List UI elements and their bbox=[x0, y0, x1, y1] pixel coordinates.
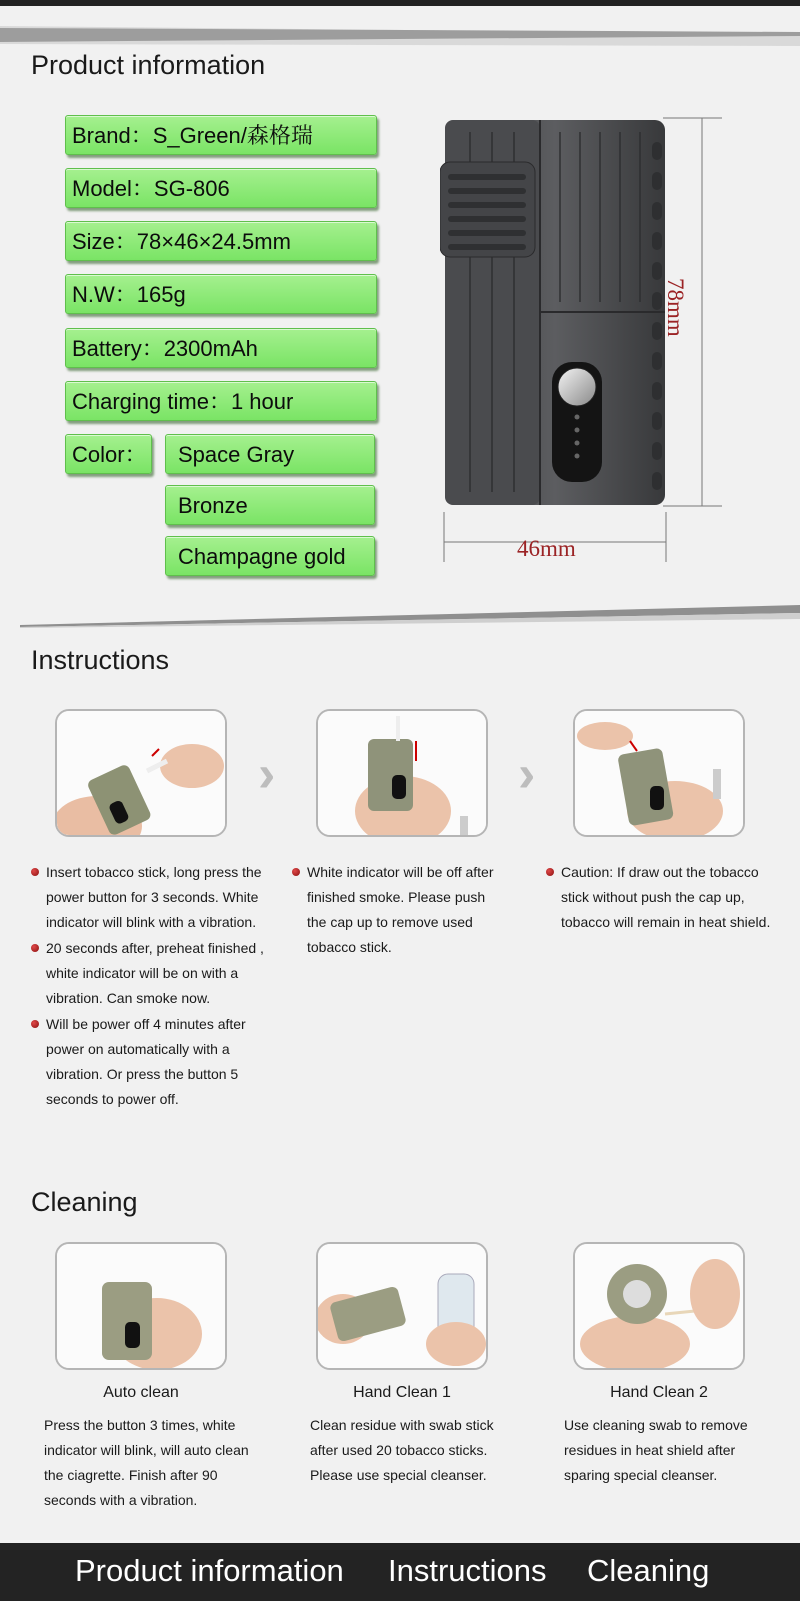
list-item: White indicator will be off after finished smoke. Please push the cap up to remove used tobacco stick. bbox=[292, 860, 507, 960]
top-bar bbox=[0, 0, 800, 6]
auto-clean-caption: Auto clean bbox=[103, 1384, 179, 1401]
nav-product-information[interactable]: Product information bbox=[75, 1553, 344, 1588]
hand-clean-2-description: Use cleaning swab to remove residues in heat shield after sparing special cleanser. bbox=[564, 1417, 748, 1483]
charging-spec: Charging time：1 hour bbox=[65, 381, 377, 421]
color-option-space-gray[interactable]: Space Gray bbox=[165, 434, 375, 474]
size-spec: Size：78×46×24.5mm bbox=[65, 221, 377, 261]
bullet-icon bbox=[31, 1020, 39, 1028]
instruction-photo-3 bbox=[573, 709, 745, 837]
bullet-icon bbox=[546, 868, 554, 876]
auto-clean-description: Press the button 3 times, white indicator will blink, will auto clean the ciagrette. Finish after 90 seconds with a vibration. bbox=[44, 1417, 249, 1508]
list-item: Insert tobacco stick, long press the power button for 3 seconds. White indicator will blink with a vibration. bbox=[31, 860, 271, 935]
list-item: Caution: If draw out the tobacco stick without push the cap up, tobacco will remain in heat shield. bbox=[546, 860, 786, 935]
hand-clean-1-description: Clean residue with swab stick after used 20 tobacco sticks. Please use special cleanser. bbox=[310, 1417, 494, 1483]
hand-clean-1-caption: Hand Clean 1 bbox=[353, 1384, 451, 1401]
height-dimension-label: 78mm bbox=[663, 278, 688, 337]
width-dimension-label: 46mm bbox=[517, 536, 576, 561]
nav-cleaning[interactable]: Cleaning bbox=[587, 1553, 710, 1588]
model-spec: Model：SG-806 bbox=[65, 168, 377, 208]
top-divider bbox=[0, 20, 800, 50]
battery-spec: Battery：2300mAh bbox=[65, 328, 377, 368]
insert-stick-photo bbox=[57, 711, 225, 835]
product-section-title: Product information bbox=[31, 50, 266, 80]
list-item: 20 seconds after, preheat finished , white indicator will be on with a vibration. Can smoke now. bbox=[31, 936, 271, 1011]
instruction-list-step3 bbox=[546, 860, 786, 936]
instructions-section-title: Instructions bbox=[31, 645, 170, 675]
hand-clean-2-photo bbox=[575, 1244, 743, 1368]
weight-spec: N.W：165g bbox=[65, 274, 377, 314]
caution-photo bbox=[575, 711, 743, 835]
list-item: Will be power off 4 minutes after power on automatically with a vibration. Or press the button 5 seconds to power off. bbox=[31, 1012, 271, 1112]
step-arrow-1: › bbox=[258, 745, 276, 803]
brand-spec: Brand：S_Green/森格瑞 bbox=[65, 115, 377, 155]
instruction-list-step2 bbox=[292, 860, 507, 961]
bottom-nav bbox=[0, 1543, 800, 1601]
hand-clean-1-photo bbox=[318, 1244, 486, 1368]
auto-clean-photo bbox=[57, 1244, 225, 1368]
cleaning-section-title: Cleaning bbox=[31, 1187, 138, 1217]
instruction-photo-1 bbox=[55, 709, 227, 837]
cleaning-photo-1 bbox=[55, 1242, 227, 1370]
cleaning-photo-2 bbox=[316, 1242, 488, 1370]
instruction-list-step1 bbox=[31, 860, 271, 1113]
bullet-icon bbox=[292, 868, 300, 876]
bullet-icon bbox=[31, 868, 39, 876]
push-cap-photo bbox=[318, 711, 486, 835]
step-arrow-2: › bbox=[518, 745, 536, 803]
cleaning-photo-3 bbox=[573, 1242, 745, 1370]
nav-instructions[interactable]: Instructions bbox=[388, 1553, 547, 1588]
bullet-icon bbox=[31, 944, 39, 952]
middle-divider bbox=[0, 605, 800, 629]
color-option-champagne-gold[interactable]: Champagne gold bbox=[165, 536, 375, 576]
color-label: Color： bbox=[65, 434, 152, 474]
device-dimension-illustration bbox=[440, 112, 730, 572]
color-option-bronze[interactable]: Bronze bbox=[165, 485, 375, 525]
hand-clean-2-caption: Hand Clean 2 bbox=[610, 1384, 708, 1401]
instruction-photo-2 bbox=[316, 709, 488, 837]
